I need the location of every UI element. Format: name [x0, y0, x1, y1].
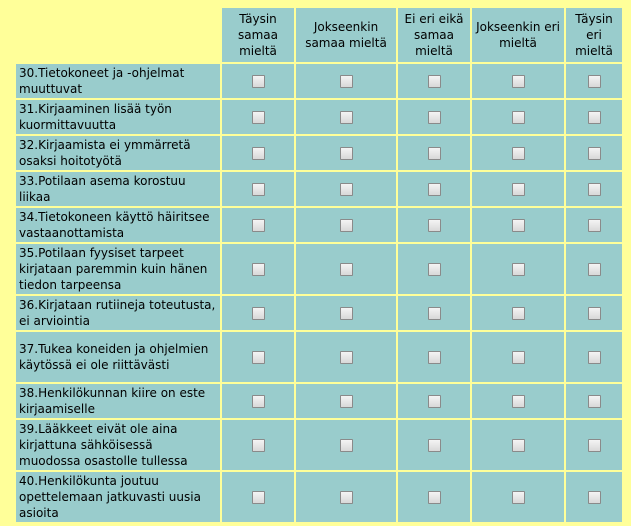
question-label: 38.Henkilökunnan kiire on este kirjaamiselle	[16, 384, 220, 418]
column-header: Täysin samaa mieltä	[222, 8, 294, 62]
question-label: 31.Kirjaaminen lisää työn kuormittavuutta	[16, 100, 220, 134]
corner-cell	[16, 8, 220, 62]
answer-checkbox[interactable]	[428, 307, 441, 320]
column-header: Täysin eri mieltä	[566, 8, 622, 62]
answer-checkbox[interactable]	[340, 307, 353, 320]
column-header: Ei eri eikä samaa mieltä	[398, 8, 470, 62]
answer-checkbox[interactable]	[252, 183, 265, 196]
question-label: 30.Tietokoneet ja -ohjelmat muuttuvat	[16, 64, 220, 98]
answer-checkbox[interactable]	[512, 147, 525, 160]
answer-checkbox[interactable]	[428, 219, 441, 232]
header-row	[16, 8, 622, 62]
answer-checkbox[interactable]	[428, 439, 441, 452]
question-row	[16, 420, 622, 470]
answer-checkbox[interactable]	[588, 183, 601, 196]
answer-checkbox[interactable]	[340, 147, 353, 160]
question-label: 35.Potilaan fyysiset tarpeet kirjataan paremmin kuin hänen tiedon tarpeensa	[16, 244, 220, 294]
answer-checkbox[interactable]	[340, 263, 353, 276]
answer-checkbox[interactable]	[252, 491, 265, 504]
question-label: 40.Henkilökunta joutuu opettelemaan jatkuvasti uusia asioita	[16, 472, 220, 522]
answer-checkbox[interactable]	[252, 307, 265, 320]
column-header: Jokseenkin samaa mieltä	[296, 8, 396, 62]
answer-checkbox[interactable]	[340, 75, 353, 88]
answer-checkbox[interactable]	[588, 263, 601, 276]
question-label: 32.Kirjaamista ei ymmärretä osaksi hoitotyötä	[16, 136, 220, 170]
question-label: 39.Lääkkeet eivät ole aina kirjattuna sähköisessä muodossa osastolle tullessa	[16, 420, 220, 470]
question-row	[16, 100, 622, 134]
answer-checkbox[interactable]	[588, 75, 601, 88]
question-row	[16, 244, 622, 294]
answer-checkbox[interactable]	[512, 351, 525, 364]
answer-checkbox[interactable]	[428, 75, 441, 88]
answer-checkbox[interactable]	[512, 439, 525, 452]
answer-checkbox[interactable]	[428, 263, 441, 276]
answer-checkbox[interactable]	[512, 395, 525, 408]
question-row	[16, 208, 622, 242]
answer-checkbox[interactable]	[252, 263, 265, 276]
answer-checkbox[interactable]	[252, 439, 265, 452]
answer-checkbox[interactable]	[588, 219, 601, 232]
answer-checkbox[interactable]	[252, 111, 265, 124]
answer-checkbox[interactable]	[588, 351, 601, 364]
answer-checkbox[interactable]	[252, 395, 265, 408]
question-row	[16, 64, 622, 98]
answer-checkbox[interactable]	[588, 395, 601, 408]
answer-checkbox[interactable]	[340, 219, 353, 232]
answer-checkbox[interactable]	[252, 351, 265, 364]
question-row	[16, 136, 622, 170]
column-header: Jokseenkin eri mieltä	[472, 8, 564, 62]
answer-checkbox[interactable]	[428, 351, 441, 364]
answer-checkbox[interactable]	[588, 491, 601, 504]
question-row	[16, 332, 622, 382]
answer-checkbox[interactable]	[340, 351, 353, 364]
answer-checkbox[interactable]	[428, 491, 441, 504]
question-label: 37.Tukea koneiden ja ohjelmien käytössä ei ole riittävästi	[16, 332, 220, 382]
answer-checkbox[interactable]	[340, 491, 353, 504]
answer-checkbox[interactable]	[512, 183, 525, 196]
answer-checkbox[interactable]	[252, 219, 265, 232]
question-row	[16, 472, 622, 522]
question-row	[16, 296, 622, 330]
likert-table	[14, 6, 624, 524]
answer-checkbox[interactable]	[588, 111, 601, 124]
answer-checkbox[interactable]	[512, 263, 525, 276]
answer-checkbox[interactable]	[428, 183, 441, 196]
answer-checkbox[interactable]	[340, 395, 353, 408]
answer-checkbox[interactable]	[588, 439, 601, 452]
question-row	[16, 384, 622, 418]
question-label: 36.Kirjataan rutiineja toteutusta, ei arviointia	[16, 296, 220, 330]
answer-checkbox[interactable]	[512, 75, 525, 88]
answer-checkbox[interactable]	[252, 75, 265, 88]
answer-checkbox[interactable]	[428, 147, 441, 160]
answer-checkbox[interactable]	[340, 183, 353, 196]
answer-checkbox[interactable]	[512, 307, 525, 320]
answer-checkbox[interactable]	[428, 111, 441, 124]
question-label: 34.Tietokoneen käyttö häiritsee vastaanottamista	[16, 208, 220, 242]
answer-checkbox[interactable]	[512, 491, 525, 504]
answer-checkbox[interactable]	[340, 439, 353, 452]
answer-checkbox[interactable]	[340, 111, 353, 124]
answer-checkbox[interactable]	[588, 147, 601, 160]
question-row	[16, 172, 622, 206]
answer-checkbox[interactable]	[428, 395, 441, 408]
answer-checkbox[interactable]	[252, 147, 265, 160]
answer-checkbox[interactable]	[512, 219, 525, 232]
question-label: 33.Potilaan asema korostuu liikaa	[16, 172, 220, 206]
answer-checkbox[interactable]	[588, 307, 601, 320]
answer-checkbox[interactable]	[512, 111, 525, 124]
